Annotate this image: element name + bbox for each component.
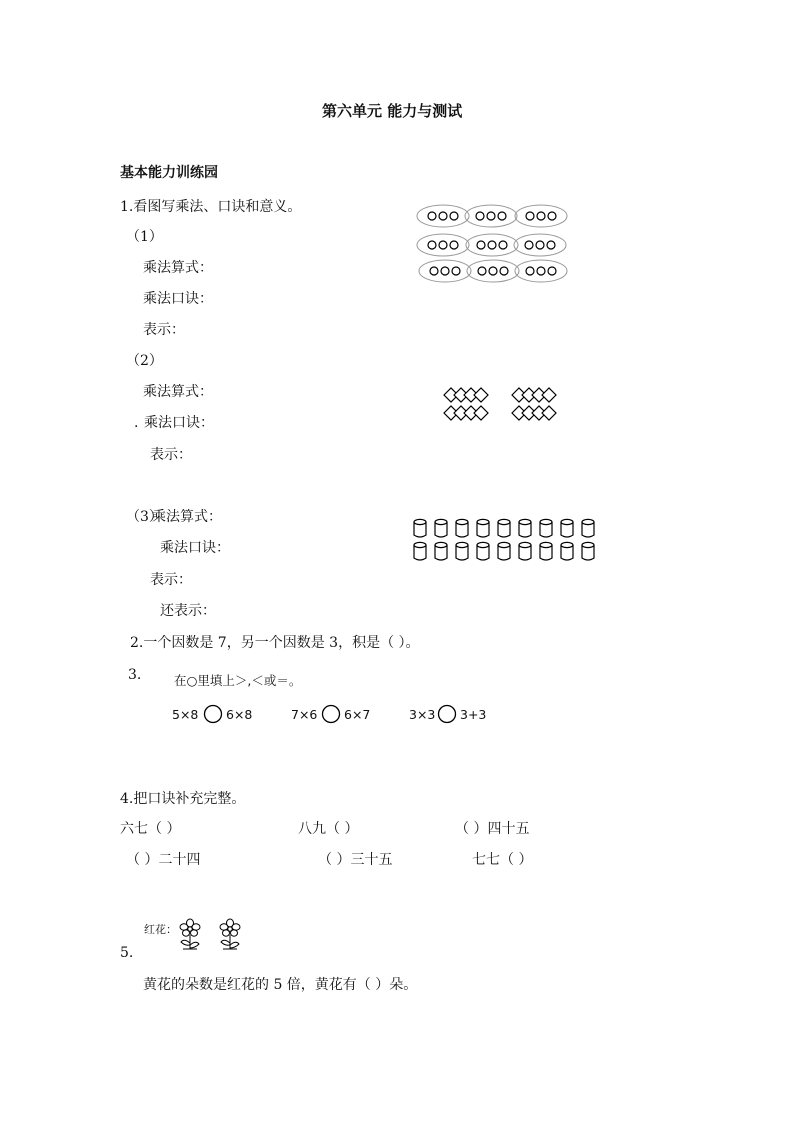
q1-part2-rhyme-label: 乘法口诀： [144, 415, 214, 431]
q4-row1-item3: （ ）四十五 [455, 821, 530, 837]
q5-number: 5. [120, 945, 134, 961]
q4-row2-item1: （ ）二十四 [126, 852, 201, 868]
q3-item1-circle-icon [203, 704, 223, 724]
q3-item2-right: 6×7 [344, 707, 371, 722]
section-heading: 基本能力训练园 [120, 165, 218, 181]
q3-item2-left: 7×6 [291, 707, 318, 722]
q1-part3-meaning-label: 表示： [150, 572, 192, 588]
q3-item1-right: 6×8 [226, 707, 253, 722]
q1-part1-formula-label: 乘法算式： [143, 260, 213, 276]
q1-part3-label: （3） [126, 509, 163, 525]
q3-item3-right: 3+3 [460, 707, 487, 722]
diamonds-figure [440, 384, 560, 424]
q3-item2-circle-icon [321, 704, 341, 724]
q5-flower-label: 红花： [144, 923, 177, 936]
q3-item3-left: 3×3 [409, 707, 436, 722]
q1-part3-meaning2-label: 还表示： [160, 603, 216, 619]
q4-prompt: 4.把口诀补充完整。 [120, 791, 246, 807]
flower-icon [176, 918, 204, 952]
q4-row1-item2: 八九（ ） [298, 821, 359, 837]
flower-icon [216, 918, 244, 952]
q1-prompt: 1.看图写乘法、口诀和意义。 [120, 199, 302, 215]
q1-part1-label: （1） [126, 229, 163, 245]
q3-item3-circle-icon [437, 704, 457, 724]
q3-number: 3. [128, 667, 142, 683]
q1-part1-meaning-label: 表示： [143, 322, 185, 338]
q4-row2-item3: 七七（ ） [472, 852, 533, 868]
q1-part1-rhyme-label: 乘法口诀： [143, 291, 213, 307]
ovals-figure [416, 204, 586, 284]
q3-instruction: 在○里填上＞,＜或＝。 [174, 673, 302, 688]
cylinders-figure [410, 516, 600, 566]
page-title: 第六单元 能力与测试 [322, 102, 463, 120]
q4-row2-item2: （ ）三十五 [318, 852, 393, 868]
q5-text: 黄花的朵数是红花的 5 倍，黄花有（ ）朵。 [143, 977, 418, 993]
q1-part3-formula-label: 乘法算式： [152, 509, 222, 525]
q2-text: 2.一个因数是 7，另一个因数是 3，积是（ ）。 [130, 635, 420, 651]
q4-row1-item1: 六七（ ） [120, 821, 181, 837]
q1-part2-formula-label: 乘法算式： [143, 384, 213, 400]
q1-part2-label: （2） [126, 353, 163, 369]
q1-part3-rhyme-label: 乘法口诀： [160, 540, 230, 556]
q3-item1-left: 5×8 [172, 707, 199, 722]
q1-part2-mark: . [134, 415, 139, 431]
q1-part2-meaning-label: 表示： [150, 447, 192, 463]
